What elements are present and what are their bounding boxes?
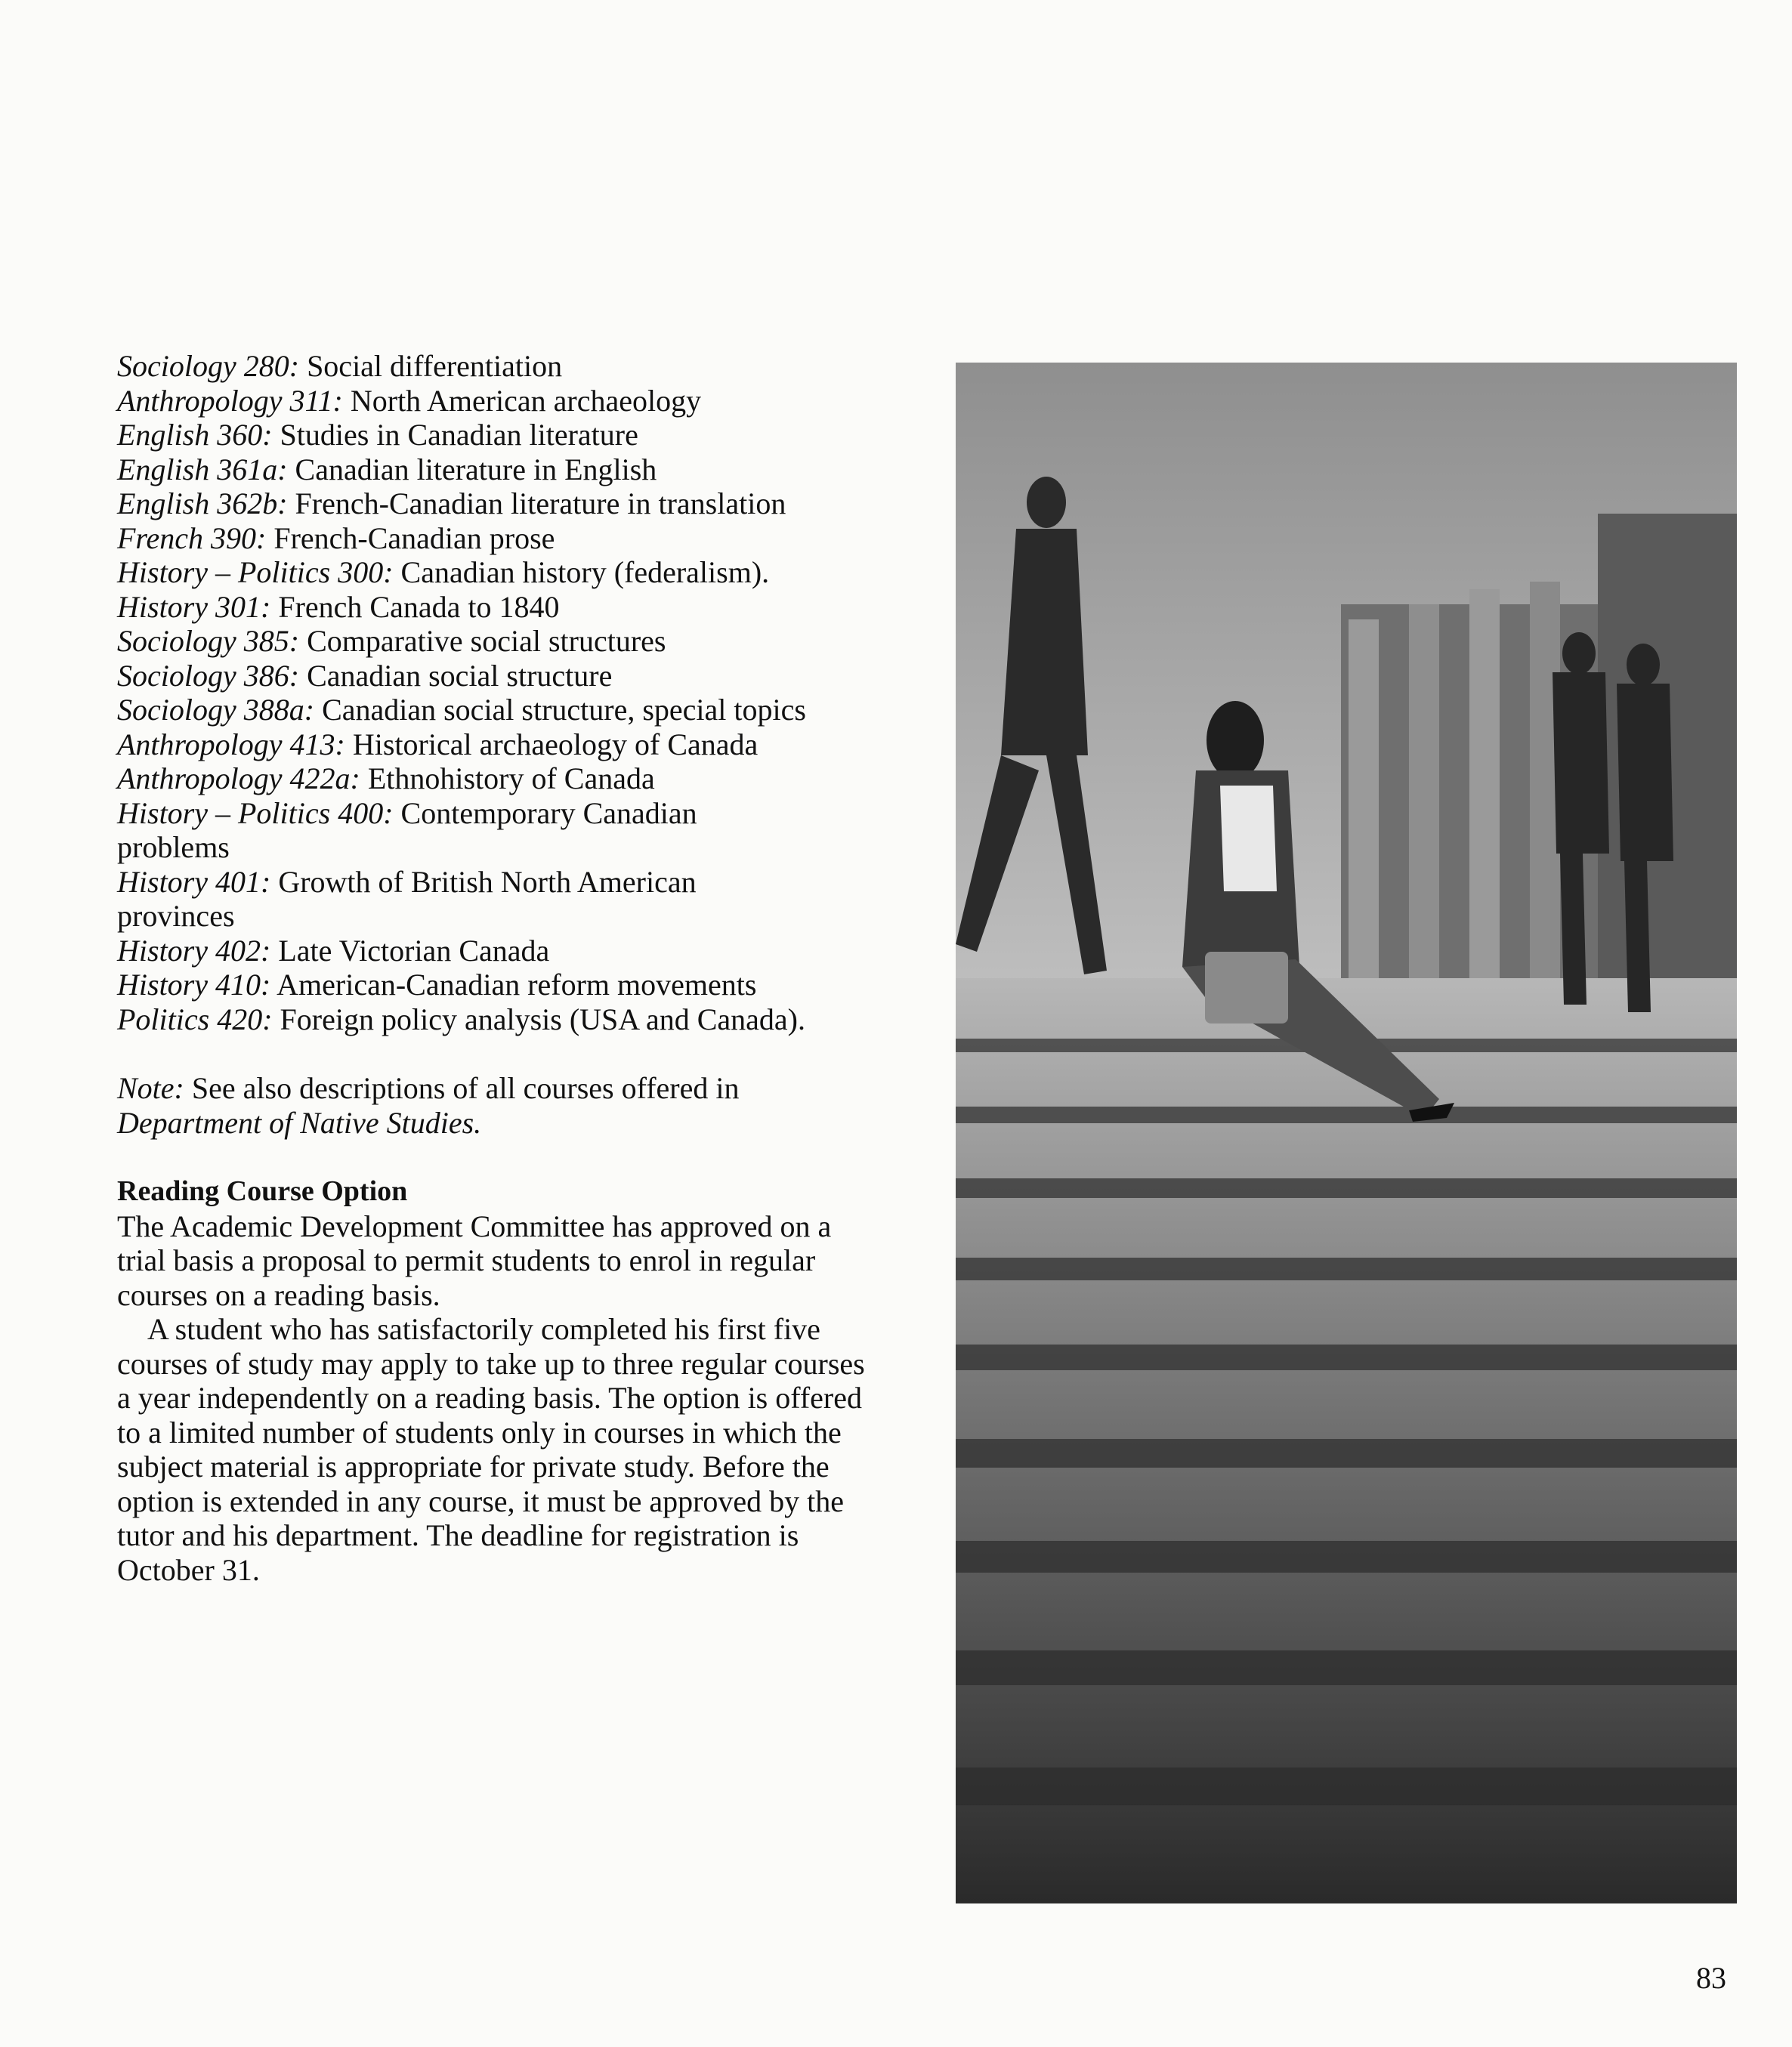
course-title: American-Canadian reform movements xyxy=(277,968,757,1002)
course-title: Contemporary Canadian problems xyxy=(117,795,697,864)
list-item xyxy=(117,624,918,659)
list-item xyxy=(117,968,918,1002)
students-on-steps-photo xyxy=(956,363,1737,1903)
course-title: North American archaeology xyxy=(350,383,702,418)
list-item xyxy=(117,727,918,762)
text-column xyxy=(117,349,918,1587)
list-item xyxy=(117,693,918,727)
list-item xyxy=(117,418,918,452)
course-code: History – Politics 300: xyxy=(117,555,394,589)
list-item xyxy=(117,384,918,418)
course-title: Foreign policy analysis (USA and Canada). xyxy=(280,1002,805,1036)
course-code: History 402: xyxy=(117,933,271,968)
note-text: See also descriptions of all courses offered in xyxy=(191,1071,740,1105)
paragraph: The Academic Development Committee has approved on a trial basis a proposal to permit students to enrol in regular courses on a reading basis. xyxy=(117,1209,832,1312)
list-item xyxy=(117,934,918,968)
note-department: Department of Native Studies. xyxy=(117,1105,482,1140)
course-title: Canadian social structure, special topics xyxy=(322,693,806,727)
list-item xyxy=(117,590,918,625)
note xyxy=(117,1071,918,1140)
course-code: History 410: xyxy=(117,968,271,1002)
list-item xyxy=(117,486,918,521)
list-item xyxy=(117,521,918,556)
course-code: Anthropology 311: xyxy=(117,383,343,418)
course-title: Studies in Canadian literature xyxy=(280,418,638,452)
course-code: Anthropology 422a: xyxy=(117,761,360,795)
course-title: French-Canadian prose xyxy=(273,520,555,555)
course-title: Canadian literature in English xyxy=(295,452,657,486)
course-title: Comparative social structures xyxy=(307,624,666,658)
list-item xyxy=(117,865,797,934)
list-item xyxy=(117,1002,918,1037)
course-code: Sociology 385: xyxy=(117,624,300,658)
course-title: Historical archaeology of Canada xyxy=(352,727,759,761)
list-item xyxy=(117,659,918,693)
course-title: Canadian social structure xyxy=(307,658,613,693)
course-code: Politics 420: xyxy=(117,1002,273,1036)
course-title: French-Canadian literature in translation xyxy=(295,486,786,520)
course-code: English 360: xyxy=(117,418,273,452)
course-title: Ethnohistory of Canada xyxy=(367,761,655,795)
course-code: History – Politics 400: xyxy=(117,795,394,830)
section-heading: Reading Course Option xyxy=(117,1175,408,1207)
course-title: Social differentiation xyxy=(307,349,563,383)
course-title: Growth of British North American provinces xyxy=(117,864,697,933)
course-code: History 301: xyxy=(117,589,271,624)
list-item xyxy=(117,761,918,796)
course-title: Late Victorian Canada xyxy=(278,933,550,968)
course-code: History 401: xyxy=(117,864,271,899)
photo-illustration xyxy=(956,363,1737,1903)
list-item xyxy=(117,796,797,865)
course-code: English 361a: xyxy=(117,452,288,486)
course-code: Sociology 280: xyxy=(117,349,300,383)
course-code: Sociology 388a: xyxy=(117,693,315,727)
page-number: 83 xyxy=(1696,1961,1726,1995)
course-list xyxy=(117,349,918,1036)
course-code: English 362b: xyxy=(117,486,288,520)
list-item xyxy=(117,555,918,590)
note-label: Note: xyxy=(117,1071,184,1105)
course-code: Anthropology 413: xyxy=(117,727,345,761)
list-item xyxy=(117,349,918,384)
course-code: Sociology 386: xyxy=(117,658,300,693)
course-title: French Canada to 1840 xyxy=(278,589,560,624)
paragraph: A student who has satisfactorily completed his first five courses of study may apply to take up to three regular courses a year independently on a reading basis. The option is offered to a limited number of students only in courses in which the subject material is appropriate for private study. Before the option is extended in any course, it must be approved by the tutor and his department. The deadline for registration is October 31. xyxy=(117,1312,865,1587)
course-title: Canadian history (federalism). xyxy=(400,555,770,589)
list-item xyxy=(117,452,918,487)
course-code: French 390: xyxy=(117,520,267,555)
